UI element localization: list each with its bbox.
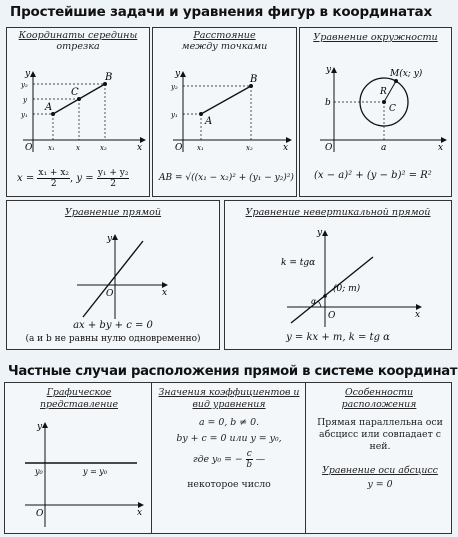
distance-axis-x: x [283,143,289,153]
nonvertical-caption: Уравнение невертикальной прямой [245,207,431,218]
special-line-label: y = y₀ [83,467,108,476]
distance-y2: y₂ [171,83,178,91]
coef-line-3 [155,449,303,470]
midpoint-axis-y: y [25,69,31,79]
distance-y1: y₁ [171,111,178,119]
circle-label-a: a [381,143,387,153]
midpoint-y2: y₂ [21,81,28,89]
coef-line-1: a = 0, b ≠ 0. [198,417,260,428]
nonvertical-alpha: α [311,297,317,306]
circle-origin: O [325,143,333,153]
nonvertical-formula: y = kx + m, k = tg α [286,332,390,343]
panel-distance [152,27,297,197]
special-axis-y: y [37,422,43,432]
midpoint-formula-sep: , [70,173,74,184]
coef-line-3-den: b [246,460,253,470]
midpoint-formula-y-den: 2 [110,179,116,189]
table-header-graph: Графическое представление [40,387,118,410]
table-header-coef: Значения коэффициентов и вид уравнения [158,387,300,410]
midpoint-label-c: C [71,87,79,98]
midpoint-label-b: B [105,72,113,83]
panel-line [6,200,220,350]
midpoint-origin: O [25,143,33,153]
line-origin: O [106,289,114,299]
midpoint-formula-y-lhs: y = [76,173,94,184]
coef-line-2: by + c = 0 или y = y₀, [176,433,282,444]
circle-label-c: C [389,104,396,114]
midpoint-x: x [76,144,80,152]
circle-caption: Уравнение окружности [313,32,438,43]
midpoint-axis-x: x [137,143,143,153]
page-title: Простейшие задачи и уравнения фигур в координатах [10,4,432,20]
distance-label-b: B [250,74,258,85]
midpoint-formula [17,168,129,189]
circle-label-b: b [325,98,331,108]
coef-line-3-num: c [246,449,252,459]
distance-axis-y: y [175,69,181,79]
midpoint-x2: x₂ [100,144,107,152]
special-origin: O [36,509,44,519]
midpoint-caption-1: Координаты середины [18,30,138,41]
midpoint-formula-y-num: y₁ + y₂ [97,168,129,178]
circle-label-r: R [380,87,387,97]
midpoint-y: y [23,96,27,104]
nonvertical-axis-x: x [415,310,421,320]
panel-circle [299,27,452,197]
nonvertical-slope: k = tgα [281,258,316,268]
distance-caption-1: Расстояние [193,30,256,41]
panel-midpoint [6,27,150,197]
coef-line-4: некоторое число [187,479,271,490]
section2-title: Частные случаи расположения прямой в системе координат [8,364,458,379]
panel-nonvertical [224,200,452,350]
line-axis-x: x [162,288,168,298]
feature-axis-equation: y = 0 [367,479,393,490]
feature-text: Прямая параллельна оси абсцисс или совпадает с ней. [317,417,443,452]
feature-axis-title: Уравнение оси абсцисс [322,465,438,476]
special-y0: y₀ [35,467,43,476]
midpoint-formula-x-num: x₁ + x₂ [38,168,70,178]
line-note: (a и b не равны нулю одновременно) [25,334,201,344]
distance-origin: O [175,143,183,153]
distance-x1: x₁ [197,144,204,152]
distance-label-a: A [205,116,213,127]
circle-axis-y: y [326,65,332,75]
special-axis-x: x [137,508,143,518]
midpoint-x1: x₁ [48,144,55,152]
distance-formula: AB = √((x₁ − x₂)² + (y₁ − y₂)²) [159,173,294,183]
midpoint-label-a: A [45,102,53,113]
coef-line-3-right: — [255,454,266,465]
nonvertical-diagram [225,201,453,351]
line-caption: Уравнение прямой [64,207,162,218]
distance-x2: x₂ [246,144,253,152]
nonvertical-origin: O [328,311,336,321]
special-cases-table [4,382,452,534]
circle-axis-x: x [438,143,444,153]
line-axis-y: y [107,234,113,244]
coef-line-3-left: где y₀ = − [192,454,243,465]
circle-point-label: M(x; y) [390,69,423,79]
midpoint-y1: y₁ [21,111,28,119]
circle-formula: (x − a)² + (y − b)² = R² [314,170,432,181]
distance-caption-2: между точками [181,41,268,52]
nonvertical-point: (0; m) [333,284,361,294]
table-divider-2 [305,383,306,533]
midpoint-formula-x-den: 2 [50,179,57,189]
line-formula: ax + by + c = 0 [73,320,153,331]
table-header-features: Особенности расположения [341,387,417,410]
midpoint-caption-2: отрезка [56,41,100,52]
midpoint-formula-x-lhs: x = [17,173,35,184]
special-case-diagram [5,383,153,535]
nonvertical-axis-y: y [317,228,323,238]
